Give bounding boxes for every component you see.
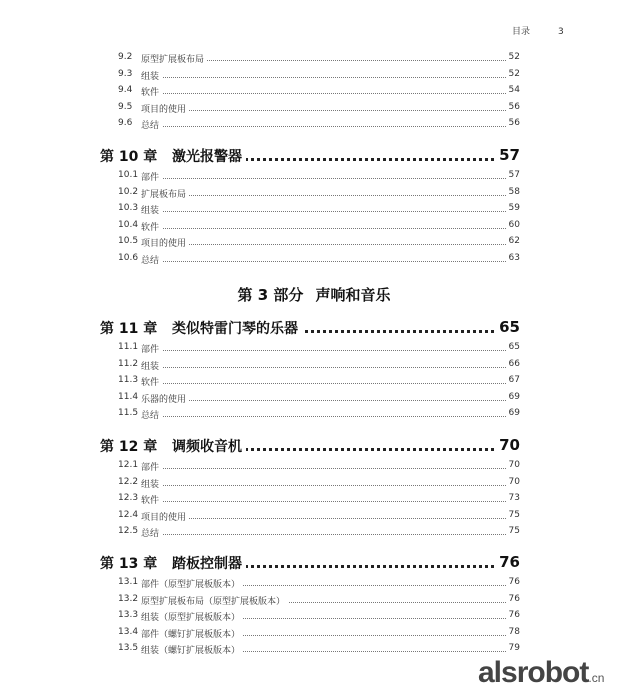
section-entry[interactable] xyxy=(0,610,628,625)
section-number: 10.2 xyxy=(118,186,139,197)
dot-leader xyxy=(141,518,520,519)
section-title: 组装 xyxy=(141,359,162,372)
section-number: 12.4 xyxy=(118,509,139,520)
section-title: 组装（螺钉扩展板版本） xyxy=(141,643,243,656)
header-page-number: 3 xyxy=(558,27,564,37)
section-number: 10.3 xyxy=(118,203,139,214)
section-number: 13.2 xyxy=(118,593,139,604)
chapter-entry[interactable] xyxy=(0,318,628,338)
section-entry[interactable] xyxy=(0,253,628,268)
section-title: 总结 xyxy=(141,408,162,421)
section-entry[interactable] xyxy=(0,170,628,185)
chapter-title: 踏板控制器 xyxy=(172,553,246,573)
watermark-suffix: .cn xyxy=(588,671,605,685)
dot-leader xyxy=(141,126,520,127)
chapter-page: 57 xyxy=(495,146,520,164)
section-page: 56 xyxy=(506,102,520,112)
section-number: 11.2 xyxy=(118,358,139,369)
section-entry[interactable] xyxy=(0,627,628,642)
section-entry[interactable] xyxy=(0,392,628,407)
section-page: 67 xyxy=(506,375,520,385)
section-title: 组装 xyxy=(141,203,162,216)
section-page: 73 xyxy=(506,493,520,503)
part-title: 声响和音乐 xyxy=(315,286,391,304)
chapter-entry[interactable] xyxy=(0,553,628,573)
section-page: 59 xyxy=(506,203,520,213)
section-title: 项目的使用 xyxy=(141,236,189,249)
section-title: 软件 xyxy=(141,493,162,506)
chapter-number: 第 13 章 xyxy=(100,556,158,572)
dot-leader xyxy=(141,244,520,245)
section-number: 9.2 xyxy=(118,52,133,62)
chapter-title: 调频收音机 xyxy=(172,436,246,456)
section-title: 总结 xyxy=(141,253,162,266)
chapter-page: 65 xyxy=(495,318,520,336)
section-page: 70 xyxy=(506,460,520,470)
section-title: 软件 xyxy=(141,220,162,233)
dot-leader xyxy=(141,211,520,212)
site-watermark xyxy=(478,656,604,690)
part-number: 第 3 部分 xyxy=(237,286,304,304)
section-number: 12.5 xyxy=(118,526,139,537)
section-number: 9.5 xyxy=(118,101,133,112)
section-entry[interactable] xyxy=(0,102,628,117)
section-entry[interactable] xyxy=(0,342,628,357)
section-page: 58 xyxy=(506,187,520,197)
section-number: 9.3 xyxy=(118,68,133,79)
section-entry[interactable] xyxy=(0,69,628,84)
section-page: 78 xyxy=(506,627,520,637)
section-entry[interactable] xyxy=(0,577,628,592)
dot-leader xyxy=(141,178,520,179)
section-page: 62 xyxy=(506,236,520,246)
section-page: 56 xyxy=(506,118,520,128)
section-entry[interactable] xyxy=(0,408,628,423)
section-page: 75 xyxy=(506,510,520,520)
section-entry[interactable] xyxy=(0,187,628,202)
chapter-page: 70 xyxy=(495,436,520,454)
section-page: 60 xyxy=(506,220,520,230)
part-heading xyxy=(0,284,628,305)
section-page: 65 xyxy=(506,342,520,352)
header-label: 目录 xyxy=(512,27,531,37)
section-title: 总结 xyxy=(141,526,162,539)
section-entry[interactable] xyxy=(0,375,628,390)
section-title: 组装（原型扩展板版本） xyxy=(141,610,243,623)
section-number: 13.1 xyxy=(118,577,139,587)
section-page: 75 xyxy=(506,526,520,536)
dot-leader xyxy=(141,367,520,368)
section-entry[interactable] xyxy=(0,594,628,609)
section-title: 组装 xyxy=(141,69,162,82)
running-header xyxy=(512,24,564,37)
dot-leader xyxy=(141,485,520,486)
section-page: 69 xyxy=(506,408,520,418)
chapter-number: 第 11 章 xyxy=(100,321,158,337)
section-entry[interactable] xyxy=(0,220,628,235)
dot-leader xyxy=(141,534,520,535)
section-number: 10.1 xyxy=(118,170,139,180)
section-entry[interactable] xyxy=(0,477,628,492)
chapter-page: 76 xyxy=(495,553,520,571)
section-title: 原型扩展板布局 xyxy=(141,52,207,65)
section-number: 10.4 xyxy=(118,219,139,230)
section-title: 总结 xyxy=(141,118,162,131)
dot-leader xyxy=(141,416,520,417)
section-entry[interactable] xyxy=(0,510,628,525)
chapter-entry[interactable] xyxy=(0,146,628,166)
section-number: 13.4 xyxy=(118,626,139,637)
section-title: 软件 xyxy=(141,375,162,388)
dot-leader xyxy=(141,350,520,351)
dot-leader xyxy=(141,228,520,229)
section-entry[interactable] xyxy=(0,236,628,251)
section-title: 部件 xyxy=(141,342,162,355)
section-number: 11.3 xyxy=(118,375,139,386)
dot-leader xyxy=(141,400,520,401)
chapter-number: 第 10 章 xyxy=(100,149,158,165)
section-number: 12.1 xyxy=(118,460,139,470)
section-entry[interactable] xyxy=(0,493,628,508)
section-title: 项目的使用 xyxy=(141,510,189,523)
section-page: 76 xyxy=(506,577,520,587)
section-number: 12.2 xyxy=(118,476,139,487)
section-number: 13.3 xyxy=(118,610,139,621)
watermark-brand: alsrobot xyxy=(478,656,589,689)
section-number: 10.6 xyxy=(118,253,139,263)
section-entry[interactable] xyxy=(0,460,628,475)
section-number: 9.4 xyxy=(118,85,133,96)
section-page: 79 xyxy=(506,643,520,653)
chapter-entry[interactable] xyxy=(0,436,628,456)
dot-leader xyxy=(141,383,520,384)
dot-leader xyxy=(141,77,520,78)
section-page: 52 xyxy=(506,52,520,62)
section-title: 项目的使用 xyxy=(141,102,189,115)
section-page: 63 xyxy=(506,253,520,263)
section-number: 11.1 xyxy=(118,342,139,352)
section-page: 70 xyxy=(506,477,520,487)
section-title: 乐器的使用 xyxy=(141,392,189,405)
section-entry[interactable] xyxy=(0,52,628,67)
section-title: 原型扩展板布局（原型扩展板版本） xyxy=(141,594,288,607)
section-entry[interactable] xyxy=(0,85,628,100)
section-number: 10.5 xyxy=(118,236,139,247)
section-entry[interactable] xyxy=(0,359,628,374)
section-number: 13.5 xyxy=(118,643,139,654)
chapter-title: 激光报警器 xyxy=(172,146,246,166)
section-title: 部件 xyxy=(141,170,162,183)
dot-leader xyxy=(141,468,520,469)
section-page: 76 xyxy=(506,594,520,604)
section-number: 11.5 xyxy=(118,408,139,419)
dot-leader xyxy=(141,93,520,94)
dot-leader xyxy=(141,261,520,262)
section-page: 69 xyxy=(506,392,520,402)
chapter-title: 类似特雷门琴的乐器 xyxy=(172,318,302,338)
section-number: 11.4 xyxy=(118,391,139,402)
section-title: 部件（原型扩展板版本） xyxy=(141,577,243,590)
dot-leader xyxy=(141,110,520,111)
dot-leader xyxy=(141,195,520,196)
section-title: 扩展板布局 xyxy=(141,187,189,200)
section-page: 52 xyxy=(506,69,520,79)
section-entry[interactable] xyxy=(0,526,628,541)
section-page: 66 xyxy=(506,359,520,369)
section-entry[interactable] xyxy=(0,118,628,133)
section-title: 部件（螺钉扩展板版本） xyxy=(141,627,243,640)
section-page: 54 xyxy=(506,85,520,95)
section-number: 9.6 xyxy=(118,118,133,129)
chapter-number: 第 12 章 xyxy=(100,439,158,455)
section-page: 57 xyxy=(506,170,520,180)
section-title: 部件 xyxy=(141,460,162,473)
section-title: 软件 xyxy=(141,85,162,98)
section-title: 组装 xyxy=(141,477,162,490)
section-page: 76 xyxy=(506,610,520,620)
section-number: 12.3 xyxy=(118,493,139,504)
dot-leader xyxy=(141,501,520,502)
section-entry[interactable] xyxy=(0,203,628,218)
